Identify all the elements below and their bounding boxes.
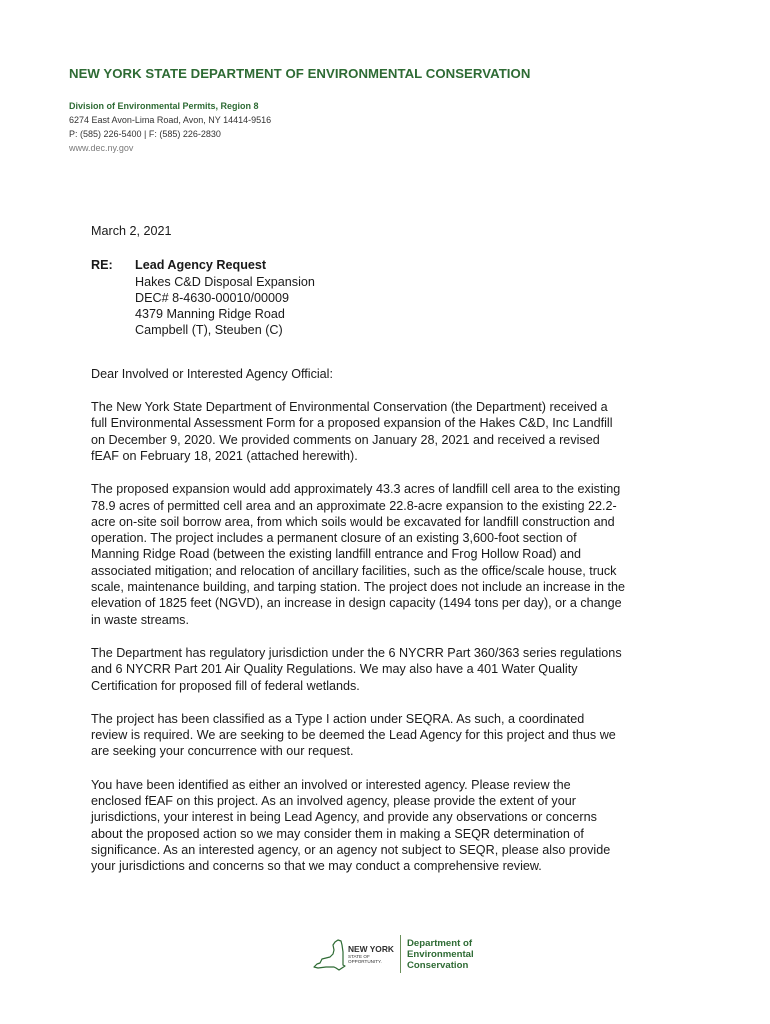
letterhead bbox=[69, 66, 530, 155]
subject-lines bbox=[135, 257, 315, 338]
state-name: NEW YORK bbox=[348, 943, 394, 954]
state-wordmark bbox=[348, 945, 392, 964]
phone-fax: P: (585) 226-5400 | F: (585) 226-2830 bbox=[69, 129, 221, 139]
site-address: 4379 Manning Ridge Road bbox=[135, 307, 285, 322]
subject-title: Lead Agency Request bbox=[135, 258, 267, 273]
dec-footer-logo bbox=[312, 932, 474, 976]
paragraph-receipt: The New York State Department of Environmental Conservation (the Department) received a full Environmental Assessment Form for a proposed expansion of the Hakes C&D, Inc Landfill on December 9, 2020. We provided comments on January 28, 2021 and received a revised fEAF on February 18, 2021 (attached herewith). bbox=[91, 400, 613, 463]
state-tagline: STATE OF OPPORTUNITY. bbox=[348, 953, 382, 964]
re-label: RE: bbox=[91, 258, 113, 273]
site-municipality: Campbell (T), Steuben (C) bbox=[135, 323, 283, 338]
subject-block bbox=[91, 257, 691, 338]
paragraph-jurisdiction: The Department has regulatory jurisdiction under the 6 NYCRR Part 360/363 series regulations and 6 NYCRR Part 201 Air Quality Regulations. We may also have a 401 Water Quality Certification for proposed fill of federal wetlands. bbox=[91, 645, 622, 693]
paragraph-agency-request: You have been identified as either an involved or interested agency. Please review the enclosed fEAF on this project. As an involved agency, please provide the extent of your jurisdictions, your interest in being Lead Agency, and provide any observations or concerns about the proposed action so we may consider them in making a SEQR determination of significance. As an interested agency, or an agency not subject to SEQR, please also provide your jurisdictions and concerns so that we may conduct a comprehensive review. bbox=[91, 777, 611, 874]
letter-date: March 2, 2021 bbox=[91, 224, 172, 238]
project-name: Hakes C&D Disposal Expansion bbox=[135, 274, 315, 289]
new-york-state-map-icon bbox=[312, 936, 346, 972]
salutation: Dear Involved or Interested Agency Official: bbox=[91, 366, 333, 381]
paragraph-seqra-classification: The project has been classified as a Type I action under SEQRA. As such, a coordinated review is required. We are seeking to be deemed the Lead Agency for this project and thus we are seeking your concurrence with our request. bbox=[91, 711, 616, 759]
department-wordmark: Department of Environmental Conservation bbox=[407, 937, 474, 971]
dec-number: DEC# 8-4630-00010/00009 bbox=[135, 290, 290, 305]
logo-divider bbox=[400, 935, 401, 973]
website-link[interactable]: www.dec.ny.gov bbox=[69, 143, 134, 153]
division-name: Division of Environmental Permits, Region 8 bbox=[69, 101, 259, 111]
organization-title: NEW YORK STATE DEPARTMENT OF ENVIRONMENTAL CONSERVATION bbox=[69, 66, 531, 81]
office-address: 6274 East Avon-Lima Road, Avon, NY 14414-9516 bbox=[69, 115, 272, 125]
letter-body bbox=[91, 223, 691, 875]
paragraph-project-description: The proposed expansion would add approximately 43.3 acres of landfill cell area to the existing 78.9 acres of permitted cell area and an approximate 22.8-acre expansion to the existing 22.2- acre on-site soil borrow area, from which soils would be excavated for landfill construction and operation. The project includes a permanent closure of an existing 3,600-foot section of Manning Ridge Road (between the existing landfill entrance and Frog Hollow Road) and associated mitigation; and relocation of ancillary facilities, such as the office/scale house, truck scale, maintenance building, and tarping station. The project does not include an increase in the elevation of 1825 feet (NGVD), an increase in design capacity (1494 tons per day), or a change in waste streams. bbox=[91, 482, 625, 627]
